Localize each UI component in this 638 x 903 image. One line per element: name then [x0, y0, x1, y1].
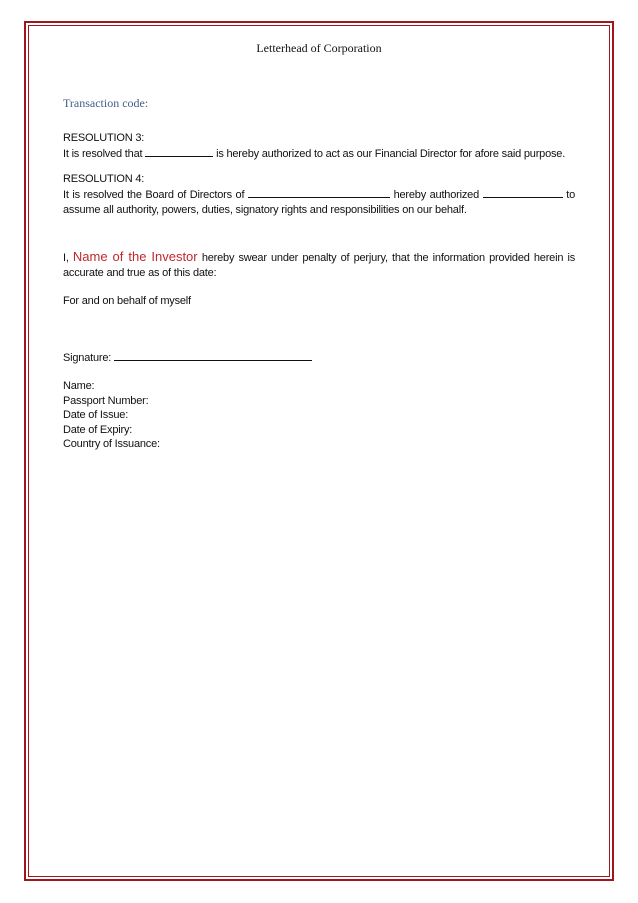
resolution-4-text: [63, 186, 575, 217]
resolution-4-text-part3: to assume all authority, powers, duties, signatory rights and responsibilities on our behalf.: [63, 189, 575, 216]
date-of-expiry-label: Date of Expiry:: [63, 423, 133, 436]
declaration-text: [63, 250, 575, 280]
investor-name: Name of the Investor: [72, 249, 198, 264]
authorized-person-blank-field[interactable]: [483, 186, 563, 198]
resolution-3-text-before: It is resolved that: [63, 148, 146, 160]
passport-number-label: Passport Number:: [63, 394, 149, 407]
name-label: Name:: [63, 380, 95, 392]
signature-label: Signature:: [63, 351, 115, 364]
resolution-4-title: RESOLUTION 4:: [63, 172, 145, 185]
resolution-3-text-after: is hereby authorized to act as our Financial Director for afore said purpose.: [213, 148, 566, 160]
behalf-line: For and on behalf of myself: [63, 295, 191, 307]
declaration-body: hereby swear under penalty of perjury, that the information provided herein is accurate and true as of this date:: [63, 252, 576, 279]
appointee-blank-field[interactable]: [145, 145, 213, 157]
resolution-3-title: RESOLUTION 3:: [63, 131, 145, 144]
resolution-4-text-part1: It is resolved the Board of Directors of: [63, 189, 248, 201]
resolution-3-text: [63, 145, 575, 162]
document-body: [63, 96, 575, 452]
signature-blank-field[interactable]: [114, 349, 312, 361]
resolution-4-text-part2: hereby authorized: [389, 189, 483, 201]
declaration-prefix: I,: [63, 252, 73, 264]
date-of-issue-label: Date of Issue:: [63, 409, 129, 421]
country-of-issuance-label: Country of Issuance:: [63, 438, 160, 450]
company-blank-field[interactable]: [248, 186, 390, 198]
transaction-code-label: Transaction code:: [63, 96, 149, 110]
letterhead-title: Letterhead of Corporation: [256, 41, 382, 55]
signature-line: [63, 349, 575, 366]
